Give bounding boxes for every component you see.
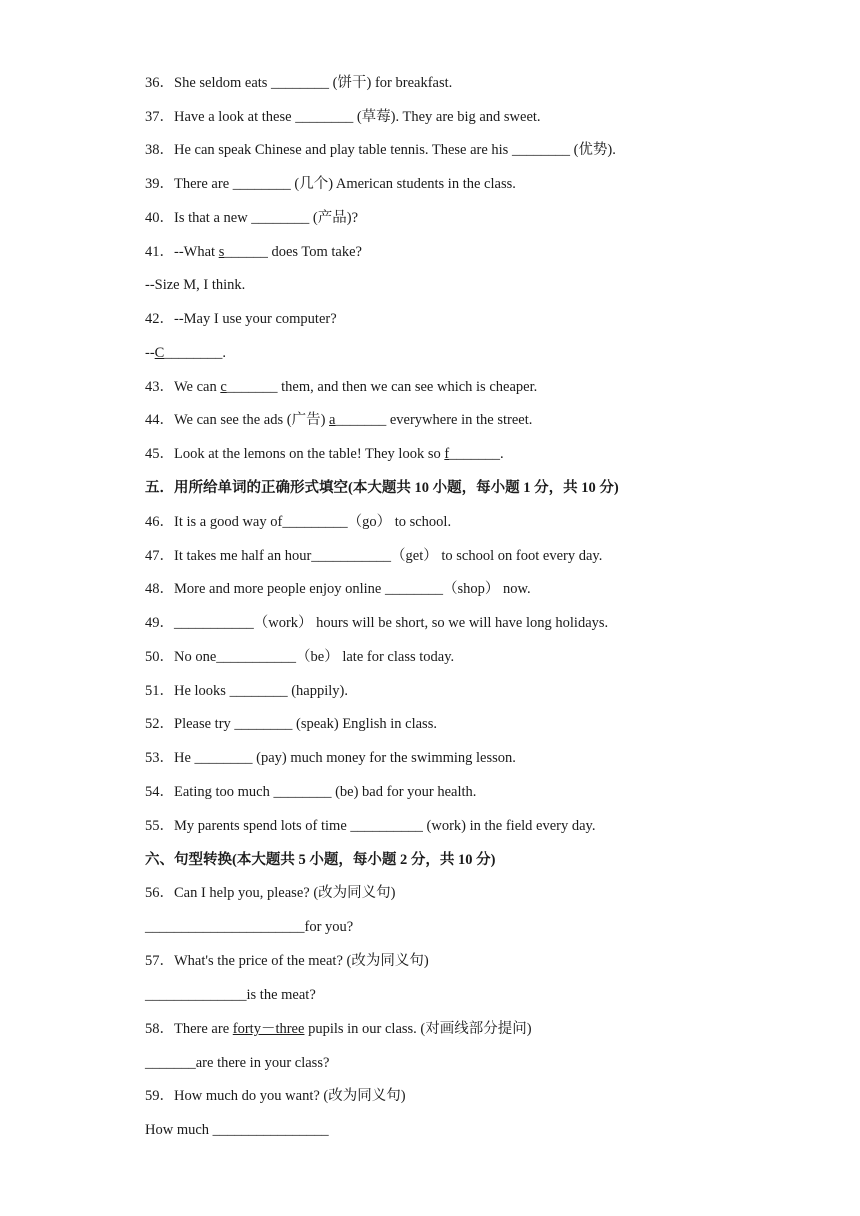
question-line bbox=[145, 1019, 820, 1039]
text-run: 38．He can speak Chinese and play table tennis. These are his ________ (优势). bbox=[145, 142, 616, 158]
question-line bbox=[145, 1053, 820, 1073]
question-line bbox=[145, 377, 820, 397]
text-run: 55．My parents spend lots of time __________ (work) in the field every day. bbox=[145, 818, 596, 834]
text-run: How much ________________ bbox=[145, 1122, 329, 1138]
question-line bbox=[145, 681, 820, 701]
text-run: 48．More and more people enjoy online ________（shop） now. bbox=[145, 581, 531, 597]
text-run: 36．She seldom eats ________ (饼干) for breakfast. bbox=[145, 75, 453, 91]
underlined-text: c bbox=[220, 379, 227, 395]
text-run: 51．He looks ________ (happily). bbox=[145, 683, 348, 699]
text-run: 54．Eating too much ________ (be) bad for your health. bbox=[145, 784, 477, 800]
text-run: 53．He ________ (pay) much money for the swimming lesson. bbox=[145, 750, 516, 766]
question-line bbox=[145, 816, 820, 836]
text-run: _______. bbox=[449, 446, 504, 462]
underlined-text: forty－three bbox=[232, 1021, 305, 1037]
question-line bbox=[145, 546, 820, 566]
question-line bbox=[145, 140, 820, 160]
text-run: 42．--May I use your computer? bbox=[145, 311, 337, 327]
text-run: _______are there in your class? bbox=[145, 1055, 330, 1071]
text-run: ______________________for you? bbox=[145, 919, 354, 935]
question-line bbox=[145, 883, 820, 903]
text-run: -- bbox=[145, 345, 155, 361]
question-line bbox=[145, 309, 820, 329]
text-run: 45．Look at the lemons on the table! They look so bbox=[145, 446, 445, 462]
question-line bbox=[145, 107, 820, 127]
question-line bbox=[145, 579, 820, 599]
question-line bbox=[145, 410, 820, 430]
text-run: 40．Is that a new ________ (产品)? bbox=[145, 210, 359, 226]
text-run: 39．There are ________ (几个) American students in the class. bbox=[145, 176, 516, 192]
question-line bbox=[145, 1120, 820, 1140]
question-line bbox=[145, 782, 820, 802]
text-run: ______ does Tom take? bbox=[224, 244, 362, 260]
text-run: 49．___________（work） hours will be short, so we will have long holidays. bbox=[145, 615, 609, 631]
text-run: 41．--What bbox=[145, 244, 219, 260]
question-line bbox=[145, 208, 820, 228]
question-line bbox=[145, 714, 820, 734]
question-line bbox=[145, 444, 820, 464]
text-run: --Size M, I think. bbox=[145, 277, 246, 293]
text-run: 44．We can see the ads (广告) bbox=[145, 412, 330, 428]
text-run: 六、句型转换(本大题共 5 小题，每小题 2 分，共 10 分) bbox=[145, 852, 496, 868]
text-run: 58．There are bbox=[145, 1021, 233, 1037]
question-line bbox=[145, 275, 820, 295]
question-line bbox=[145, 917, 820, 937]
question-line bbox=[145, 951, 820, 971]
underlined-text: a bbox=[329, 412, 336, 428]
question-line bbox=[145, 613, 820, 633]
text-run: 59．How much do you want? (改为同义句) bbox=[145, 1088, 406, 1104]
text-run: 37．Have a look at these ________ (草莓). They are big and sweet. bbox=[145, 109, 541, 125]
question-line bbox=[145, 73, 820, 93]
text-run: 46．It is a good way of_________（go） to school. bbox=[145, 514, 452, 530]
text-run: pupils in our class. (对画线部分提问) bbox=[304, 1021, 532, 1037]
question-line bbox=[145, 174, 820, 194]
text-run: _______ them, and then we can see which is cheaper. bbox=[226, 379, 538, 395]
text-run: ______________is the meat? bbox=[145, 987, 316, 1003]
underlined-text: C bbox=[154, 345, 165, 361]
question-line bbox=[145, 1086, 820, 1106]
question-line bbox=[145, 748, 820, 768]
underlined-text: f bbox=[444, 446, 450, 462]
text-run: 50．No one___________（be） late for class today. bbox=[145, 649, 455, 665]
question-line bbox=[145, 985, 820, 1005]
underlined-text: s bbox=[218, 244, 225, 260]
text-run: _______ everywhere in the street. bbox=[335, 412, 533, 428]
question-line bbox=[145, 512, 820, 532]
text-run: 57．What's the price of the meat? (改为同义句) bbox=[145, 953, 429, 969]
section-heading bbox=[145, 478, 820, 498]
question-line bbox=[145, 647, 820, 667]
text-run: ________. bbox=[164, 345, 226, 361]
text-run: 43．We can bbox=[145, 379, 221, 395]
text-run: 五．用所给单词的正确形式填空(本大题共 10 小题，每小题 1 分，共 10 分) bbox=[145, 480, 619, 496]
section-heading bbox=[145, 850, 820, 870]
text-run: 47．It takes me half an hour___________（get） to school on foot every day. bbox=[145, 548, 603, 564]
text-run: 56．Can I help you, please? (改为同义句) bbox=[145, 885, 396, 901]
text-run: 52．Please try ________ (speak) English in class. bbox=[145, 716, 437, 732]
question-line bbox=[145, 343, 820, 363]
question-line bbox=[145, 242, 820, 262]
